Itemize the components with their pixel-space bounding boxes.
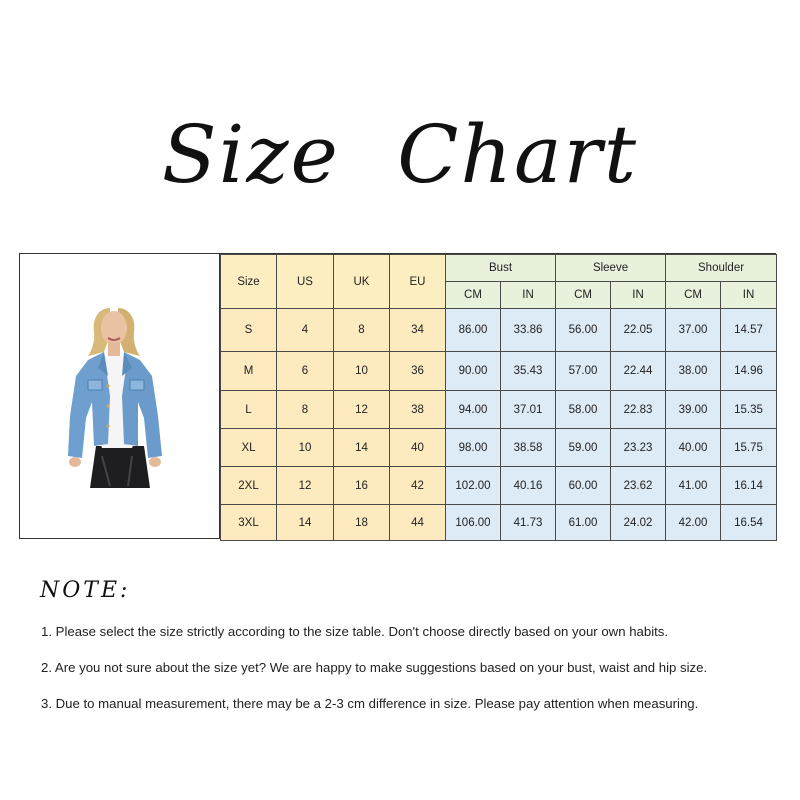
table-cell: 61.00 — [556, 505, 611, 541]
col-header-shoulder: Shoulder — [666, 255, 777, 282]
unit-header-shoulder-cm: CM — [666, 282, 721, 309]
table-cell: 14 — [277, 505, 334, 541]
table-cell: 22.83 — [611, 391, 666, 429]
table-cell: 14.96 — [721, 352, 777, 391]
table-cell: 41.00 — [666, 467, 721, 505]
table-cell: S — [221, 309, 277, 352]
table-cell: 16.54 — [721, 505, 777, 541]
table-cell: 15.35 — [721, 391, 777, 429]
col-header-bust: Bust — [446, 255, 556, 282]
table-cell: 90.00 — [446, 352, 501, 391]
table-cell: 40.00 — [666, 429, 721, 467]
table-cell: 60.00 — [556, 467, 611, 505]
table-cell: 10 — [334, 352, 390, 391]
table-cell: 56.00 — [556, 309, 611, 352]
size-table — [220, 254, 777, 541]
col-header-us: US — [277, 255, 334, 309]
table-row — [221, 391, 777, 429]
table-row — [221, 352, 777, 391]
table-cell: 58.00 — [556, 391, 611, 429]
table-cell: 42.00 — [666, 505, 721, 541]
table-cell: 40.16 — [501, 467, 556, 505]
table-cell: 102.00 — [446, 467, 501, 505]
size-chart — [19, 253, 776, 539]
table-cell: 42 — [390, 467, 446, 505]
table-cell: 41.73 — [501, 505, 556, 541]
table-cell: 34 — [390, 309, 446, 352]
table-cell: 6 — [277, 352, 334, 391]
table-cell: 2XL — [221, 467, 277, 505]
table-cell: 59.00 — [556, 429, 611, 467]
unit-header-sleeve-in: IN — [611, 282, 666, 309]
table-cell: 24.02 — [611, 505, 666, 541]
col-header-uk: UK — [334, 255, 390, 309]
table-cell: 16 — [334, 467, 390, 505]
table-cell: 44 — [390, 505, 446, 541]
page-title: Size Chart — [161, 108, 639, 201]
table-cell: 94.00 — [446, 391, 501, 429]
note-item: 1. Please select the size strictly according to the size table. Don't choose directly based on your own habits. — [41, 624, 669, 639]
table-cell: 22.44 — [611, 352, 666, 391]
unit-header-bust-in: IN — [501, 282, 556, 309]
note-heading: NOTE: — [40, 578, 131, 603]
table-cell: 16.14 — [721, 467, 777, 505]
table-row — [221, 467, 777, 505]
table-cell: 35.43 — [501, 352, 556, 391]
table-row — [221, 505, 777, 541]
table-cell: 14.57 — [721, 309, 777, 352]
table-cell: 12 — [277, 467, 334, 505]
table-cell: 8 — [334, 309, 390, 352]
note-list — [41, 622, 791, 730]
table-cell: 98.00 — [446, 429, 501, 467]
table-cell: 4 — [277, 309, 334, 352]
table-cell: 8 — [277, 391, 334, 429]
table-cell: 12 — [334, 391, 390, 429]
table-row — [221, 429, 777, 467]
table-cell: 33.86 — [501, 309, 556, 352]
table-cell: 3XL — [221, 505, 277, 541]
unit-header-shoulder-in: IN — [721, 282, 777, 309]
table-cell: 38.58 — [501, 429, 556, 467]
table-cell: 57.00 — [556, 352, 611, 391]
note-item: 2. Are you not sure about the size yet? We are happy to make suggestions based on your bust, waist and hip size. — [41, 660, 708, 675]
table-cell: 38.00 — [666, 352, 721, 391]
table-row — [221, 309, 777, 352]
table-cell: 23.62 — [611, 467, 666, 505]
product-photo-cell — [20, 254, 220, 538]
table-cell: 39.00 — [666, 391, 721, 429]
table-cell: 10 — [277, 429, 334, 467]
table-cell: 40 — [390, 429, 446, 467]
col-header-eu: EU — [390, 255, 446, 309]
denim-jacket-model-photo — [58, 306, 182, 488]
table-cell: M — [221, 352, 277, 391]
table-cell: 38 — [390, 391, 446, 429]
table-cell: 23.23 — [611, 429, 666, 467]
unit-header-sleeve-cm: CM — [556, 282, 611, 309]
table-cell: 22.05 — [611, 309, 666, 352]
table-cell: 36 — [390, 352, 446, 391]
table-cell: 106.00 — [446, 505, 501, 541]
table-cell: 86.00 — [446, 309, 501, 352]
table-cell: 14 — [334, 429, 390, 467]
col-header-sleeve: Sleeve — [556, 255, 666, 282]
unit-header-bust-cm: CM — [446, 282, 501, 309]
table-cell: 37.01 — [501, 391, 556, 429]
note-item: 3. Due to manual measurement, there may be a 2-3 cm difference in size. Please pay attention when measuring. — [41, 696, 699, 711]
table-cell: 15.75 — [721, 429, 777, 467]
table-cell: 37.00 — [666, 309, 721, 352]
table-cell: 18 — [334, 505, 390, 541]
table-cell: L — [221, 391, 277, 429]
table-cell: XL — [221, 429, 277, 467]
col-header-size: Size — [221, 255, 277, 309]
